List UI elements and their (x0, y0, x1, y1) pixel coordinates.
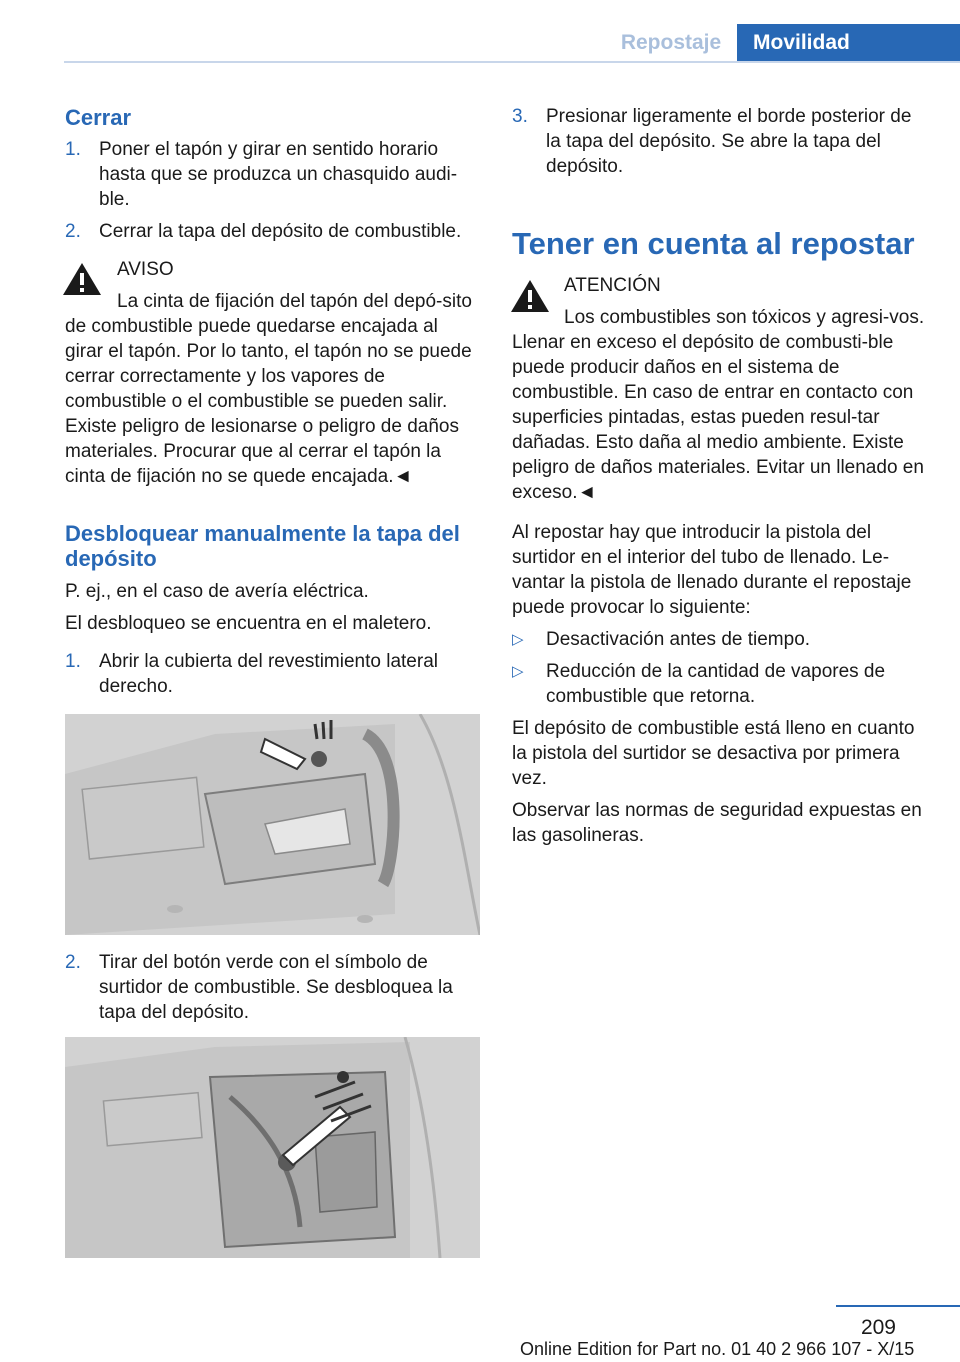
header-rule (64, 61, 960, 63)
step-number: 1. (65, 139, 81, 160)
step-number: 1. (65, 651, 81, 672)
heading-cerrar: Cerrar (65, 105, 132, 130)
paragraph: El depósito de combustible está lleno en cuanto la pistola del surtidor se desactiva por primera vez. (512, 718, 915, 789)
warning-body (65, 289, 479, 489)
step-text: Poner el tapón y girar en sentido horario hasta que se produzca un chasquido audi‐ble. (99, 139, 458, 210)
tab-repostaje[interactable]: Repostaje (620, 31, 722, 54)
step-number: 2. (65, 952, 81, 973)
bullet-marker-icon: ▷ (512, 663, 524, 680)
step-text: Abrir la cubierta del revestimiento lateral derecho. (99, 651, 438, 697)
bullet-marker-icon: ▷ (512, 631, 524, 648)
paragraph: El desbloqueo se encuentra en el maletero. (65, 613, 432, 634)
page-number: 209 (860, 1316, 896, 1339)
step-number: 3. (512, 106, 528, 127)
step-text: Tirar del botón verde con el símbolo de surtidor de combustible. Se desbloquea la tapa del depósito. (99, 952, 453, 1023)
step-number: 2. (65, 221, 81, 242)
warning-body-text: La cinta de fijación del tapón del depó‐sito de combustible puede quedarse encajada al girar el tapón. Por lo tanto, el tapón no se puede cerrar correctamente y los vapores de combustible o el combustible se pueden salir. Existe peligro de lesionarse o peligro de daños materiales. Procurar que al cerrar el tapón la cinta de fijación no se quede encajada.◄ (65, 291, 472, 487)
warning-body-text: Los combustibles son tóxicos y agresi‐vos. Llenar en exceso el depósito de combusti‐ble puede producir daños en el sistema de combustible. En caso de entrar en contacto con superficies pintadas, estas pueden resul‐tar dañadas. Esto daña al medio ambiente. Existe peligro de daños materiales. Evitar un llenado en exceso.◄ (512, 307, 925, 503)
trunk-side-panel-illustration (65, 714, 480, 935)
warning-body (512, 305, 928, 505)
step-text: Cerrar la tapa del depósito de combustible. (99, 221, 462, 242)
tab-movilidad[interactable]: Movilidad (737, 24, 960, 62)
heading-tener-en-cuenta: Tener en cuenta al repostar (512, 226, 915, 261)
heading-desbloquear: Desbloquear manualmente la tapa del depósito (65, 521, 460, 571)
warning-title: AVISO (117, 259, 174, 280)
paragraph: Observar las normas de seguridad expuestas en las gasolineras. (512, 800, 922, 846)
list-item: Reducción de la cantidad de vapores de combustible que retorna. (546, 661, 886, 707)
paragraph: Al repostar hay que introducir la pistola del surtidor en el interior del tubo de llenado. Le‐vantar la pistola de llenado durante el repostaje puede provocar lo siguiente: (512, 522, 912, 618)
warning-title: ATENCIÓN (564, 275, 661, 296)
release-button-illustration (65, 1037, 480, 1258)
footer-rule (836, 1305, 960, 1307)
edition-note: Online Edition for Part no. 01 40 2 966 107 - X/15 (520, 1339, 915, 1359)
step-text: Presionar ligeramente el borde posterior de la tapa del depósito. Se abre la tapa del depósito. (546, 106, 912, 177)
list-item: Desactivación antes de tiempo. (546, 629, 811, 650)
paragraph: P. ej., en el caso de avería eléctrica. (65, 581, 369, 602)
